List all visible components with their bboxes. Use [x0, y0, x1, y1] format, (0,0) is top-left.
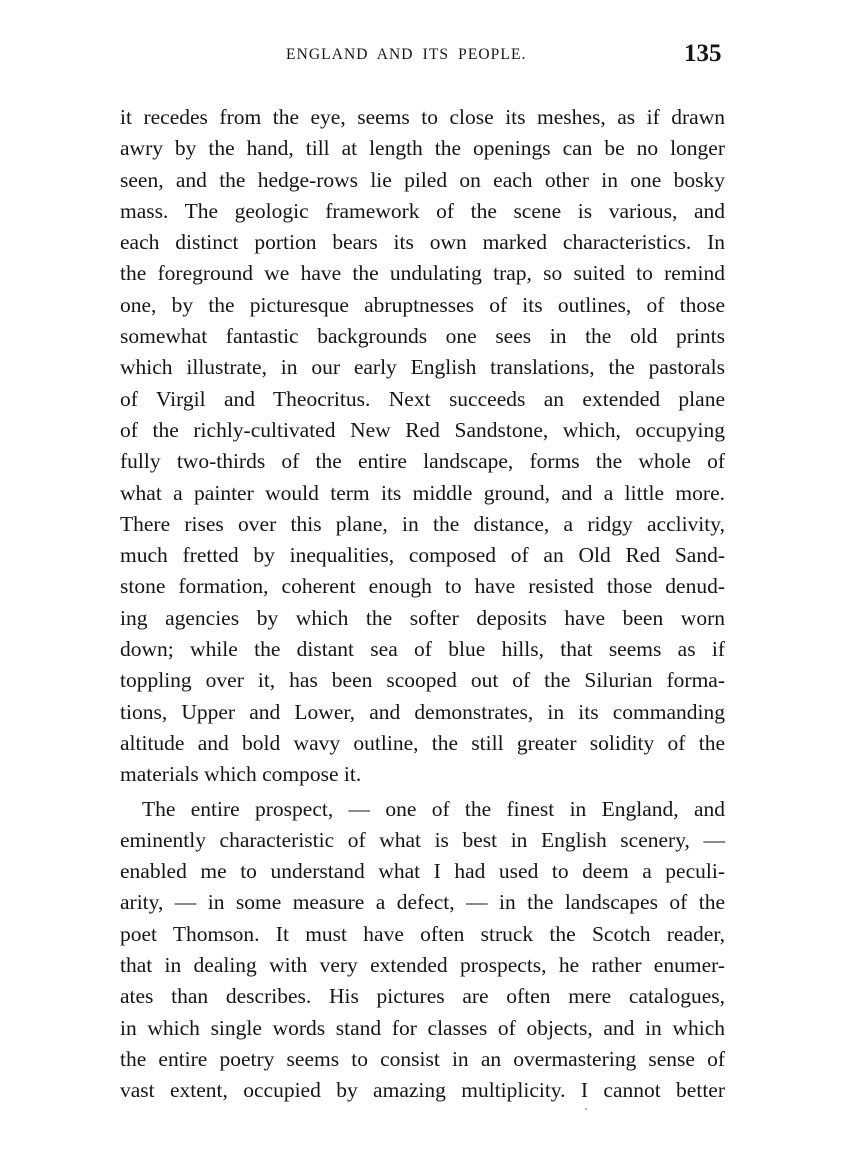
text-line: toppling over it, has been scooped out of the Silurian forma-: [120, 668, 725, 693]
text-line: the entire poetry seems to consist in an overmastering sense of: [120, 1046, 725, 1071]
text-line: each distinct portion bears its own marked characteristics. In: [120, 230, 725, 255]
text-line: which illustrate, in our early English translations, the pastorals: [120, 355, 725, 380]
running-head: ENGLAND AND ITS PEOPLE.: [286, 46, 527, 63]
text-line: seen, and the hedge-rows lie piled on each other in one bosky: [120, 167, 725, 192]
text-line: down; while the distant sea of blue hills, that seems as if: [120, 637, 725, 662]
text-line: fully two-thirds of the entire landscape, forms the whole of: [120, 449, 725, 474]
text-line: the foreground we have the undulating trap, so suited to remind: [120, 261, 725, 286]
paper-speck: [585, 1108, 587, 1110]
text-line: There rises over this plane, in the distance, a ridgy acclivity,: [120, 511, 725, 536]
text-line: vast extent, occupied by amazing multiplicity. I cannot better: [120, 1078, 725, 1103]
text-line: of Virgil and Theocritus. Next succeeds an extended plane: [120, 386, 725, 411]
text-line: one, by the picturesque abruptnesses of its outlines, of those: [120, 292, 725, 317]
text-line: poet Thomson. It must have often struck the Scotch reader,: [120, 921, 725, 946]
text-line: arity, — in some measure a defect, — in the landscapes of the: [120, 890, 725, 915]
text-line: materials which compose it.: [120, 762, 362, 787]
text-line: eminently characteristic of what is best in English scenery, —: [120, 827, 725, 852]
paragraph: [120, 794, 725, 1107]
text-line: mass. The geologic framework of the scene is various, and: [120, 198, 725, 223]
text-line: it recedes from the eye, seems to close its meshes, as if drawn: [120, 105, 725, 129]
text-line: what a painter would term its middle ground, and a little more.: [120, 480, 725, 505]
text-line: in which single words stand for classes of objects, and in which: [120, 1015, 725, 1040]
text-line: awry by the hand, till at length the openings can be no longer: [120, 136, 725, 161]
text-line: ates than describes. His pictures are often mere catalogues,: [120, 984, 725, 1009]
text-line: of the richly-cultivated New Red Sandstone, which, occupying: [120, 417, 725, 442]
page-number: 135: [684, 40, 722, 67]
text-line: enabled me to understand what I had used to deem a peculi-: [120, 859, 725, 884]
text-line: somewhat fantastic backgrounds one sees in the old prints: [120, 324, 725, 349]
paragraph: [120, 102, 725, 791]
text-line: ing agencies by which the softer deposits have been worn: [120, 605, 725, 630]
text-line: much fretted by inequalities, composed of an Old Red Sand-: [120, 543, 725, 568]
text-line: tions, Upper and Lower, and demonstrates, in its commanding: [120, 699, 725, 724]
text-line: that in dealing with very extended prospects, he rather enumer-: [120, 953, 725, 978]
text-line: stone formation, coherent enough to have resisted those denud-: [120, 574, 725, 599]
text-line: The entire prospect, — one of the finest in England, and: [142, 796, 725, 821]
body-text: [120, 102, 725, 1107]
text-line: altitude and bold wavy outline, the still greater solidity of the: [120, 730, 725, 755]
